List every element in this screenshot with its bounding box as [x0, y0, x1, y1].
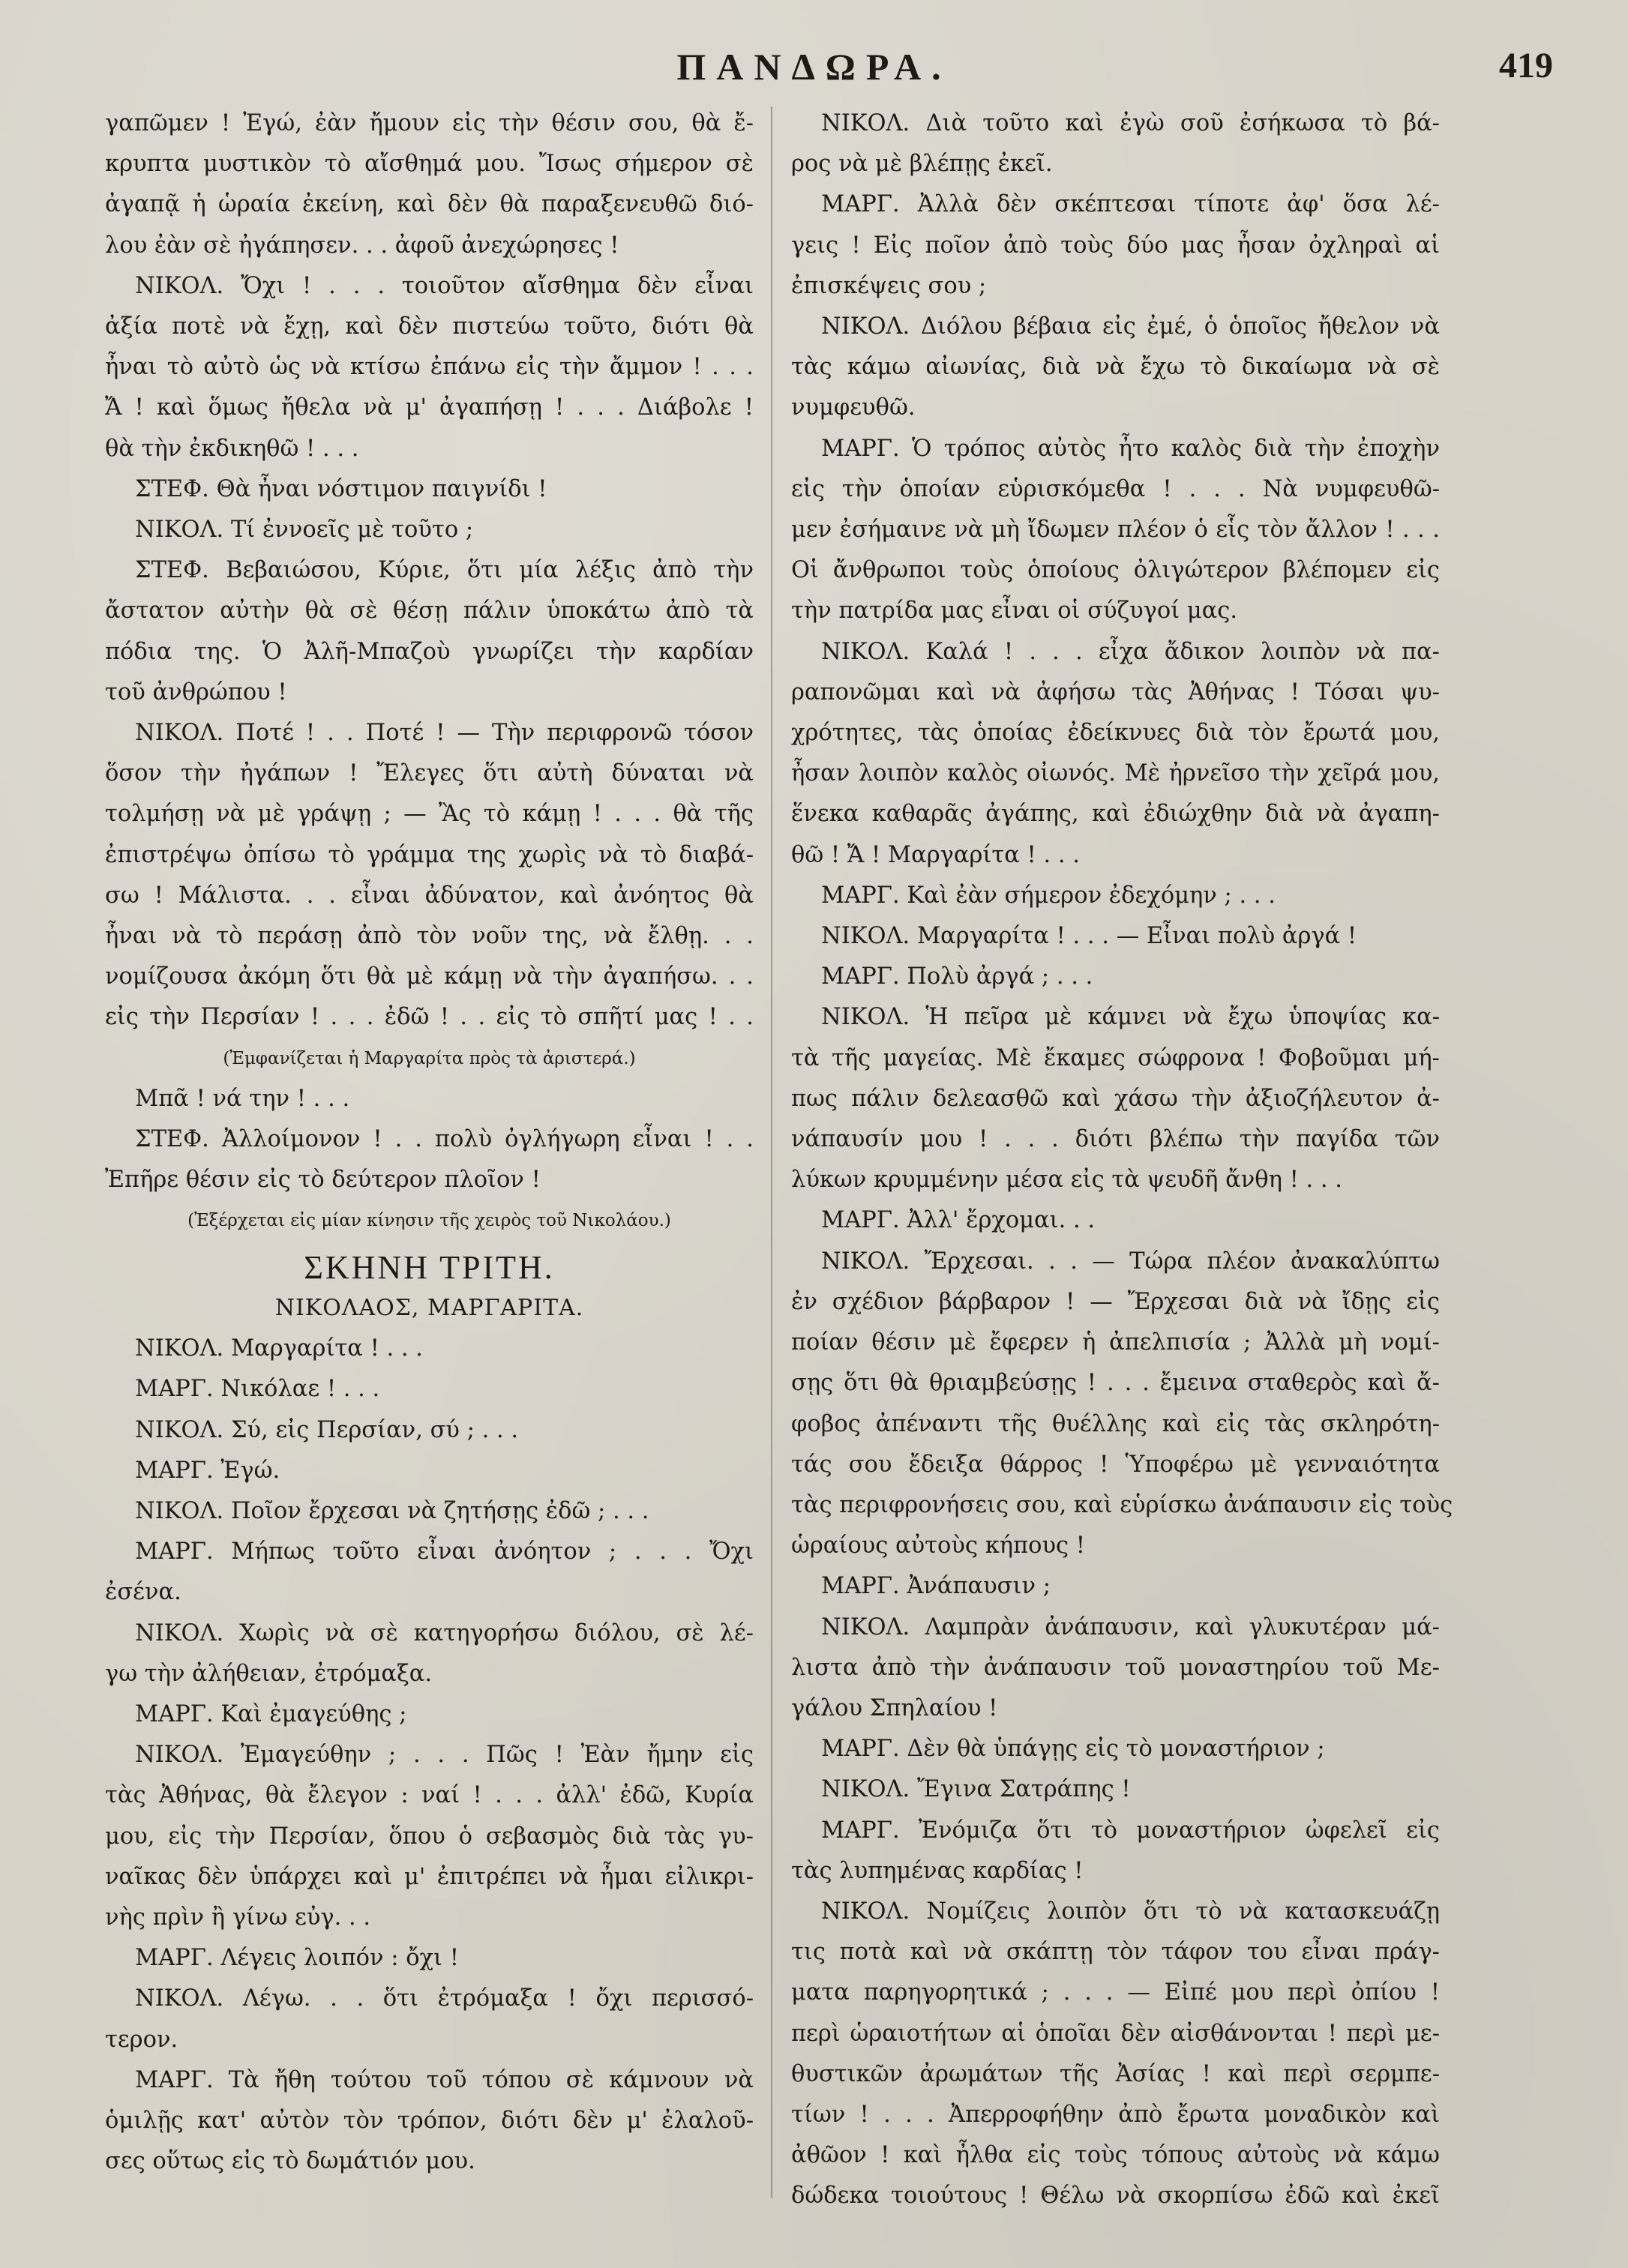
text-line: ΝΙΚΟΛ. Λαμπρὰν ἀνάπαυσιν, καὶ γλυκυτέραν μά-: [821, 1613, 1440, 1640]
text-line: ἀθῶον ! καὶ ἦλθα εἰς τοὺς τόπους αὐτοὺς νὰ κάμω: [791, 2142, 1440, 2169]
text-line: λύκων κρυμμένην μέσα εἰς τὰ ψευδῆ ἄνθη ! . . .: [791, 1167, 1342, 1194]
text-line: Ἄ ! καὶ ὅμως ἤθελα νὰ μ' ἀγαπήσῃ ! . . . Διάβολε !: [105, 394, 754, 421]
text-line: λου ἐὰν σὲ ἠγάπησεν. . . ἀφοῦ ἀνεχώρησες !: [105, 232, 619, 259]
text-line: ΝΙΚΟΛ. Νομίζεις λοιπὸν ὅτι τὸ νὰ κατασκευάζῃ: [821, 1898, 1440, 1925]
text-line: γάλου Σπηλαίου !: [791, 1694, 998, 1721]
text-line: ΜΑΡΓ. Πολὺ ἀργά ; . . .: [821, 963, 1093, 990]
text-line: Οἱ ἄνθρωποι τοὺς ὁποίους ὀλιγώτερον βλέπομεν εἰς: [791, 557, 1440, 584]
text-line: ἀγαπᾷ ἡ ὡραία ἐκείνη, καὶ δὲν θὰ παραξενευθῶ διό-: [105, 191, 754, 218]
text-line: ΝΙΚΟΛ. Ἐμαγεύθην ; . . . Πῶς ! Ἐὰν ἤμην εἰς: [135, 1742, 754, 1769]
text-line: νὴς πρὶν ἢ γίνω εὐγ. . .: [105, 1904, 371, 1931]
text-line: τάς σου ἔδειξα θάρρος ! Ὑποφέρω μὲ γενναιότητα: [791, 1451, 1440, 1478]
text-line: ΝΙΚΟΛ. Καλά ! . . . εἶχα ἄδικον λοιπὸν νὰ πα-: [821, 638, 1440, 665]
text-line: ἦσαν λοιπὸν καλὸς οἰωνός. Μὲ ἠρνεῖσο τὴν χεῖρά μου,: [791, 760, 1440, 787]
text-line: τοῦ ἀνθρώπου !: [105, 679, 287, 706]
text-line: τὰ τῆς μαγείας. Μὲ ἔκαμες σώφρονα ! Φοβοῦμαι μή-: [791, 1044, 1440, 1071]
text-line: σω ! Μάλιστα. . . εἶναι ἀδύνατον, καὶ ἀνόητος θὰ: [105, 882, 754, 909]
text-line: ΜΑΡΓ. Νικόλαε ! . . .: [135, 1376, 380, 1403]
text-line: κρυπτα μυστικὸν τὸ αἴσθημά μου. Ἴσως σήμερον σὲ: [105, 151, 754, 178]
text-line: πως πάλιν δελεασθῶ καὶ χάσω τὴν ἀξιοζήλευτον ἀ-: [791, 1085, 1440, 1112]
text-line: Ἐπῆρε θέσιν εἰς τὸ δεύτερον πλοῖον !: [105, 1167, 541, 1194]
stage-direction: (Ἐξέρχεται εἰς μίαν κίνησιν τῆς χειρὸς τοῦ Νικολάου.): [187, 1211, 671, 1231]
text-line: εἰς τὴν Περσίαν ! . . . ἐδῶ ! . . εἰς τὸ σπῆτί μας ! . .: [105, 1004, 754, 1031]
text-line: ΝΙΚΟΛ. Λέγω. . . ὅτι ἐτρόμαξα ! ὄχι περισσό-: [135, 1985, 754, 2012]
text-line: δώδεκα τοιούτους ! Θέλω νὰ σκορπίσω ἐδῶ καὶ ἐκεῖ: [791, 2183, 1440, 2210]
text-line: ΝΙΚΟΛ. Ποτέ ! . . Ποτέ ! — Τὴν περιφρονῶ τόσον: [135, 720, 754, 747]
text-line: θῶ ! Ἄ ! Μαργαρίτα ! . . .: [791, 841, 1080, 868]
text-line: γω τὴν ἀλήθειαν, ἐτρόμαξα.: [105, 1660, 433, 1687]
text-line: τὰς Ἀθήνας, θὰ ἔλεγον : ναί ! . . . ἀλλ' ἐδῶ, Κυρία: [105, 1782, 754, 1809]
text-line: ΝΙΚΟΛ. Ἡ πεῖρα μὲ κάμνει νὰ ἔχω ὑποψίας κα-: [821, 1004, 1440, 1031]
text-line: ἀξία ποτὲ νὰ ἔχῃ, καὶ δὲν πιστεύω τοῦτο, διότι θὰ: [105, 313, 754, 340]
text-line: ἐπιστρέψω ὀπίσω τὸ γράμμα της χωρὶς νὰ τὸ διαβά-: [105, 841, 754, 868]
text-line: ἐπισκέψεις σου ;: [791, 272, 987, 299]
text-line: ΝΙΚΟΛ. Μαργαρίτα ! . . . — Εἶναι πολὺ ἀργά !: [821, 923, 1357, 950]
text-line: ΜΑΡΓ. Καὶ ἐὰν σήμερον ἐδεχόμην ; . . .: [821, 882, 1276, 909]
scene-characters: ΝΙΚΟΛΑΟΣ, ΜΑΡΓΑΡΙΤΑ.: [274, 1294, 584, 1321]
text-line: ΝΙΚΟΛ. Σύ, εἰς Περσίαν, σύ ; . . .: [135, 1416, 519, 1443]
text-line: εἰς τὴν ὁποίαν εὑρισκόμεθα ! . . . Νὰ νυμφευθῶ-: [791, 475, 1440, 502]
text-line: ματα παρηγορητικά ; . . . — Εἰπέ μου περὶ ὀπίου !: [791, 1979, 1440, 2006]
text-line: ΣΤΕΦ. Ἀλλοίμονον ! . . πολὺ ὀγλήγωρη εἶναι ! . .: [135, 1126, 754, 1153]
text-line: ἕνεκα καθαρᾶς ἀγάπης, καὶ ἐδιώχθην διὰ νὰ ἀγαπη-: [791, 801, 1440, 828]
text-line: χρότητες, τὰς ὁποίας ἐδείκνυες διὰ τὸν ἔρωτά μου,: [791, 720, 1440, 747]
text-line: ΜΑΡΓ. Λέγεις λοιπόν : ὄχι !: [135, 1945, 459, 1972]
text-line: ΜΑΡΓ. Μήπως τοῦτο εἶναι ἀνόητον ; . . . Ὄχι: [135, 1538, 754, 1565]
text-line: ΜΑΡΓ. Ἐγώ.: [135, 1457, 280, 1484]
text-line: ΜΑΡΓ. Ἐνόμιζα ὅτι τὸ μοναστήριον ὠφελεῖ εἰς: [821, 1817, 1440, 1844]
left-column: [105, 103, 754, 2182]
text-line: τὰς περιφρονήσεις σου, καὶ εὑρίσκω ἀνάπαυσιν εἰς τοὺς: [791, 1491, 1453, 1518]
text-line: τὴν πατρίδα μας εἶναι οἱ σύζυγοί μας.: [791, 598, 1238, 625]
text-line: ΣΤΕΦ. Θὰ ἦναι νόστιμον παιγνίδι !: [135, 475, 547, 502]
text-line: ἐσένα.: [105, 1579, 181, 1606]
text-line: ΝΙΚΟΛ. Διόλου βέβαια εἰς ἐμέ, ὁ ὁποῖος ἤθελον νὰ: [821, 313, 1440, 340]
text-line: τὰς κάμω αἰωνίας, διὰ νὰ ἔχω τὸ δικαίωμα νὰ σὲ: [791, 354, 1440, 381]
text-line: ΜΑΡΓ. Ὁ τρόπος αὐτὸς ἦτο καλὸς διὰ τὴν ἐποχὴν: [821, 435, 1440, 462]
text-line: ἦναι τὸ αὐτὸ ὡς νὰ κτίσω ἐπάνω εἰς τὴν ἄμμον ! . . .: [105, 354, 754, 381]
text-line: σες οὕτως εἰς τὸ δωμάτιόν μου.: [105, 2148, 475, 2175]
text-line: φοβος ἀπέναντι τῆς θυέλλης καὶ εἰς τὰς σκληρότη-: [791, 1410, 1440, 1437]
text-line: τις ποτὰ καὶ νὰ σκάπτῃ τὸν τάφον του εἶναι πράγ-: [791, 1939, 1440, 1966]
text-line: τίων ! . . . Ἀπερροφήθην ἀπὸ ἔρωτα μοναδικὸν καὶ: [791, 2101, 1440, 2128]
text-line: μεν ἐσήμαινε νὰ μὴ ἴδωμεν πλέον ὁ εἷς τὸν ἄλλον ! . . .: [791, 517, 1440, 544]
text-line: ΝΙΚΟΛ. Μαργαρίτα ! . . .: [135, 1335, 424, 1362]
text-line: ναῖκας δὲν ὑπάρχει καὶ μ' ἐπιτρέπει νὰ ἦμαι εἰλικρι-: [105, 1863, 754, 1890]
text-line: ἄστατον αὐτὴν θὰ σὲ θέσῃ πάλιν ὑποκάτω ἀπὸ τὰ: [105, 598, 754, 625]
text-line: ΝΙΚΟΛ. Τί ἐννοεῖς μὲ τοῦτο ;: [135, 517, 474, 544]
text-line: ἐν σχέδιον βάρβαρον ! — Ἔρχεσαι διὰ νὰ ἴδῃς εἰς: [791, 1288, 1440, 1315]
text-line: ΜΑΡΓ. Ἀλλ' ἔρχομαι. . .: [821, 1207, 1096, 1234]
text-line: ὅσον τὴν ἠγάπων ! Ἔλεγες ὅτι αὐτὴ δύναται νὰ: [105, 760, 754, 787]
text-line: γεις ! Εἰς ποῖον ἀπὸ τοὺς δύο μας ἦσαν ὀχληραὶ αἱ: [791, 232, 1440, 259]
scene-heading: ΣΚΗΝΗ ΤΡΙΤΗ.: [304, 1248, 555, 1286]
text-line: γαπῶμεν ! Ἐγώ, ἐὰν ἤμουν εἰς τὴν θέσιν σου, θὰ ἔ-: [105, 110, 754, 136]
text-line: πόδια της. Ὁ Ἀλῆ-Μπαζοὺ γνωρίζει τὴν καρδίαν: [105, 638, 754, 665]
text-line: ΝΙΚΟΛ. Ὄχι ! . . . τοιοῦτον αἴσθημα δὲν εἶναι: [135, 272, 754, 299]
text-line: τολμήσῃ νὰ μὲ γράψῃ ; — Ἂς τὸ κάμῃ ! . . . θὰ τῆς: [105, 801, 754, 828]
text-line: σῃς ὅτι θὰ θριαμβεύσῃς ! . . . ἔμεινα σταθερὸς καὶ ἄ-: [791, 1370, 1440, 1397]
text-line: ΜΑΡΓ. Καὶ ἐμαγεύθης ;: [135, 1700, 407, 1727]
text-line: ΜΑΡΓ. Δὲν θὰ ὑπάγῃς εἰς τὸ μοναστήριον ;: [821, 1736, 1325, 1763]
running-title: ΠΑΝΔΩΡΑ.: [676, 46, 952, 88]
text-line: ΜΑΡΓ. Τὰ ἤθη τούτου τοῦ τόπου σὲ κάμνουν νὰ: [135, 2066, 754, 2093]
text-line: περὶ ὡραιοτήτων αἱ ὁποῖαι δὲν αἰσθάνονται ! περὶ με-: [791, 2020, 1440, 2047]
text-line: ΝΙΚΟΛ. Ἔρχεσαι. . . — Τώρα πλέον ἀνακαλύπτω: [821, 1248, 1440, 1275]
text-line: ραπονῶμαι καὶ νὰ ἀφήσω τὰς Ἀθήνας ! Τόσαι ψυ-: [791, 679, 1440, 706]
text-line: ΝΙΚΟΛ. Ἔγινα Σατράπης !: [821, 1776, 1131, 1803]
text-line: θυστικῶν ἀρωμάτων τῆς Ἀσίας ! καὶ περὶ σερμπε-: [791, 2060, 1440, 2087]
text-line: ΜΑΡΓ. Ἀνάπαυσιν ;: [821, 1573, 1051, 1600]
text-line: ἦναι νὰ τὸ περάσῃ ἀπὸ τὸν νοῦν της, νὰ ἔλθῃ. . .: [105, 923, 754, 950]
right-column: [791, 103, 1453, 2217]
text-line: Μπᾶ ! νά την ! . . .: [135, 1085, 350, 1112]
text-line: ΝΙΚΟΛ. Ποῖον ἔρχεσαι νὰ ζητήσῃς ἐδῶ ; . . .: [135, 1497, 649, 1524]
text-line: ΝΙΚΟΛ. Διὰ τοῦτο καὶ ἐγὼ σοῦ ἐσήκωσα τὸ βά-: [821, 110, 1440, 136]
text-line: ΝΙΚΟΛ. Χωρὶς νὰ σὲ κατηγορήσω διόλου, σὲ λέ-: [135, 1619, 754, 1646]
text-line: ΣΤΕΦ. Βεβαιώσου, Κύριε, ὅτι μία λέξις ἀπὸ τὴν: [135, 557, 754, 584]
text-line: ὡραίους αὐτοὺς κήπους !: [791, 1532, 1086, 1559]
text-line: νυμφευθῶ.: [791, 394, 916, 421]
text-line: ρος νὰ μὲ βλέπῃς ἐκεῖ.: [791, 151, 1053, 178]
text-line: λιστα ἀπὸ τὴν ἀνάπαυσιν τοῦ μοναστηρίου τοῦ Με-: [791, 1654, 1440, 1681]
stage-direction: (Ἐμφανίζεται ἡ Μαργαρίτα πρὸς τὰ ἀριστερά.): [223, 1048, 636, 1068]
text-line: νομίζουσα ἀκόμη ὅτι θὰ μὲ κάμῃ νὰ τὴν ἀγαπήσω. . .: [105, 963, 754, 990]
text-line: τὰς λυπημένας καρδίας !: [791, 1857, 1084, 1884]
text-line: ὁμιλῇς κατ' αὐτὸν τὸν τρόπον, διότι δὲν μ' ἐλαλοῦ-: [105, 2107, 754, 2134]
page-number: 419: [1499, 46, 1553, 85]
text-line: θὰ τὴν ἐκδικηθῶ ! . . .: [105, 435, 359, 462]
text-line: μου, εἰς τὴν Περσίαν, ὅπου ὁ σεβασμὸς διὰ τὰς γυ-: [105, 1823, 754, 1850]
text-line: ΜΑΡΓ. Ἀλλὰ δὲν σκέπτεσαι τίποτε ἀφ' ὅσα λέ-: [821, 191, 1440, 218]
text-line: νάπαυσίν μου ! . . . διότι βλέπω τὴν παγίδα τῶν: [791, 1126, 1440, 1153]
column-divider: [771, 106, 772, 2198]
text-line: τερον.: [105, 2026, 178, 2053]
text-line: ποίαν θέσιν μὲ ἔφερεν ἡ ἀπελπισία ; Ἀλλὰ μὴ νομί-: [791, 1329, 1440, 1356]
